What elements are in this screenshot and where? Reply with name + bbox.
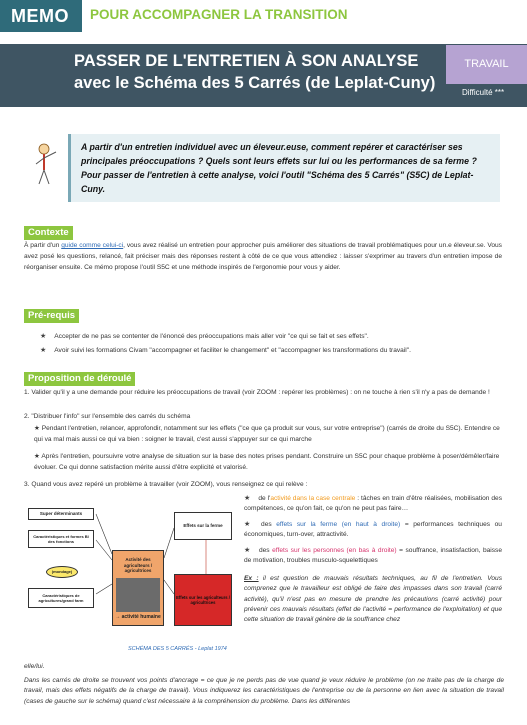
- example-text: il est question de mauvais résultats techniques, au fil de l'entretien. Vous comprenez que le travailleur est obligé de faire des impasses dans son travail (carré activité), qu'il n'est pas en mesure de prendre les précautions (carré activité) pour prévenir ces mauvais résultats (effet de l'activité = performance de l'exploitation) et que cette situation de travail génère de la souffrance chez: [244, 575, 502, 624]
- prerequis-item: [40, 332, 369, 342]
- prerequis-item-text: Avoir suivi les formations Civam "accompagner et faciliter le changement" et "accompagner les transformations du travail".: [54, 347, 411, 354]
- activity-photo-image: [116, 578, 160, 612]
- diagram-box-effets-ferme: Effets sur la ferme: [174, 512, 232, 540]
- prerequis-item: [40, 346, 411, 356]
- diagram-activite-humaine: → activité humaine: [115, 613, 161, 620]
- right-column-item-activite: [244, 494, 502, 515]
- contexte-text-before: À partir d'un: [24, 242, 62, 249]
- right-column-item-effets-personnes: [244, 546, 502, 567]
- top-bar: [0, 0, 527, 32]
- five-squares-diagram: [24, 494, 238, 654]
- rc-b1-highlight: activité dans la case centrale: [270, 495, 356, 502]
- page-title-line1: PASSER DE L'ENTRETIEN À SON ANALYSE: [74, 52, 419, 70]
- diagram-box-activite: [112, 550, 164, 626]
- guide-link[interactable]: guide comme celui-ci: [61, 242, 124, 249]
- page-title: [74, 50, 435, 94]
- right-column-item-effets-ferme: [244, 520, 502, 541]
- rc-b3-post: = souffrance, insatisfaction, baisse de motivation, troubles musculo-squelettiques: [244, 547, 503, 565]
- diagram-box-caracteristiques-fonctions: Caractéristiques et formes Bl des fonctions: [28, 530, 94, 548]
- diagram-oval-mondage: (mondage): [46, 566, 78, 578]
- step-2b: ★ Après l'entretien, poursuivre votre analyse de situation sur la base des notes prises pendant. Construire un S5C pour chaque problème à poser/démêler/faire évoluer. Ce qui donne satisfaction mérite aussi d'être explicité et valorisé.: [34, 453, 500, 471]
- difficulty-label: Difficulté ***: [462, 88, 505, 97]
- rc-b3-pre: des: [258, 547, 273, 554]
- intro-text: A partir d'un entretien individuel avec un éleveur.euse, comment repérer et caractériser ses principales préoccupations ? Quels sont leurs effets sur lui ou les performances de sa ferme ? Pour passer de l'entretien à cette analyse, voici l'outil "Schéma des 5 Carrés" (S5C) de Leplat-Cuny.: [81, 142, 477, 194]
- category-badge: TRAVAIL: [446, 45, 527, 84]
- example-label: Ex :: [244, 575, 259, 582]
- rc-b2-pre: des: [261, 521, 277, 528]
- rc-b1-pre: de l': [258, 495, 271, 502]
- series-title: POUR ACCOMPAGNER LA TRANSITION: [90, 7, 348, 22]
- step-2: 2. "Distribuer l'info" sur l'ensemble des carrés du schéma: [24, 413, 191, 420]
- step-1: 1. Valider qu'il y a une demande pour réduire les préoccupations de travail (voir ZOOM : repérer les problèmes) : on ne touche à rien s'il n'y a pas de demande !: [24, 389, 490, 396]
- intro-box: [68, 134, 500, 202]
- memo-label: MEMO: [0, 0, 82, 32]
- diagram-box-super-determinants: Super déterminants: [28, 508, 94, 520]
- diagram-box-caracteristiques-agriculteurs: Caractéristiques de agricultures/grand farm: [28, 588, 94, 608]
- star-bullet-icon: ★: [244, 495, 251, 502]
- section-tag-prerequis: Pré-requis: [24, 309, 79, 323]
- step-3: 3. Quand vous avez repéré un problème à travailler (voir ZOOM), vous renseignez ce qui relève :: [24, 481, 308, 488]
- diagram-box-effets-agriculteurs: Effets sur les agriculteurs / agricultrices: [174, 574, 232, 626]
- rc-b3-highlight: effets sur les personnes (en bas à droite): [272, 547, 397, 554]
- rc-b1-post: : tâches en train d'être réalisées, mobilisation des compétences, ce qu'on fait, ce qu'on ne peut pas faire…: [244, 495, 502, 513]
- step-2a: ★ Pendant l'entretien, relancer, approfondir, notamment sur les effets ("ce que ça produit sur vous, sur votre entreprise") (carrés de droite du S5C). Entendre ce qui va mal mais aussi ce qui va bien : soigner le travail, c'est aussi s'appuyer sur ce qui marche: [34, 425, 500, 443]
- rc-b2-post: = performances techniques ou économiques, turn-over, attractivité.: [244, 521, 502, 539]
- bottom-paragraph: Dans les carrés de droite se trouvent vos points d'ancrage = ce que je ne perds pas de vue quand je veux réduire le problème (on ne traite pas de la charge de travail, mais des effets négatifs de la charge de travail). Vous indiquerez les caractéristiques de l'entreprise ou de la personne en lien avec la situation de travail (cases de gauche sur le schéma) quand c'est nécessaire à la compréhension du problème. Dans les différentes: [24, 677, 504, 705]
- teacher-figure-icon: [30, 142, 60, 186]
- section-tag-contexte: Contexte: [24, 226, 73, 240]
- star-bullet-icon: ★: [244, 521, 254, 528]
- diagram-caption: SCHÉMA DES 5 CARRÉS - Leplat 1974: [128, 646, 227, 652]
- section-tag-deroule: Proposition de déroulé: [24, 372, 135, 386]
- contexte-text: [24, 240, 502, 273]
- contexte-text-after: , vous avez réalisé un entretien pour approcher puis améliorer des situations de travail problématiques pour un.e éleveur.se. Vous avez posé les questions, relancé, fait préciser mais des réponses restent à côté de ce que vous attendiez : laisser s'exprimer au travers d'un entretien impose de réorganiser ensuite. Ce mémo propose l'outil S5C et une méthode inspirés de l'ergonomie pour vous y aider.: [24, 242, 502, 271]
- prerequis-item-text: Accepter de ne pas se contenter de l'énoncé des préoccupations mais aller voir "ce qui se fait et ses effets".: [54, 333, 369, 340]
- star-bullet-icon: ★: [40, 347, 47, 354]
- star-bullet-icon: ★: [40, 333, 47, 340]
- bottom-line-1: elle/lui.: [24, 663, 45, 670]
- star-bullet-icon: ★: [244, 547, 251, 554]
- rc-b2-highlight: effets sur la ferme (en haut à droite): [276, 521, 401, 528]
- right-column-example: [244, 574, 502, 625]
- diagram-activite-title: Activité des agriculteurs / agricultrices: [123, 557, 153, 573]
- page-title-line2: avec le Schéma des 5 Carrés (de Leplat-Cuny): [74, 74, 436, 92]
